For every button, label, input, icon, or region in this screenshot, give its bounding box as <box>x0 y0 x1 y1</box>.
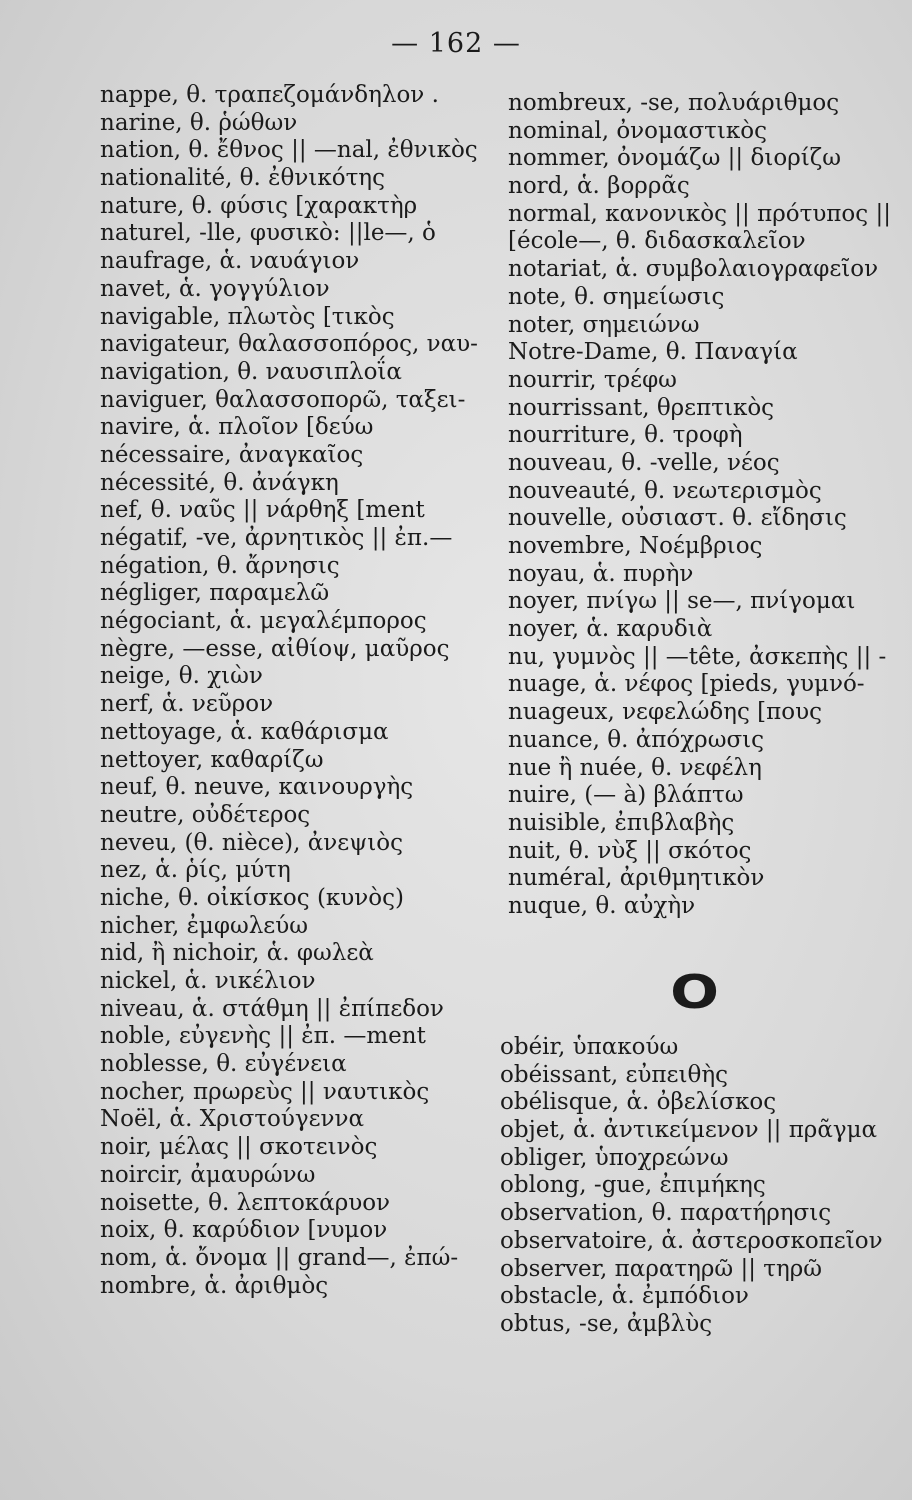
entry: nuit, θ. νὺξ || σκότος <box>508 837 752 864</box>
section-letter-heading: O <box>670 965 719 1019</box>
right-column <box>508 90 893 921</box>
right-column-o-section <box>500 1034 883 1339</box>
left-column <box>100 82 485 1300</box>
entry: objet, ἁ. ἀντικείμενον || πρᾶγμα <box>500 1117 878 1144</box>
entry: observation, θ. παρατήρησις <box>500 1200 832 1227</box>
entry: obéissant, εὐπειθὴς <box>500 1061 728 1088</box>
entry: observer, παρατηρῶ || τηρῶ <box>500 1255 823 1282</box>
entry: nommer, ὀνομάζω || διορίζω <box>508 145 841 172</box>
entry: neige, θ. χιὼν <box>100 663 263 690</box>
entry: nettoyage, ἁ. καθάρισμα <box>100 718 389 745</box>
entry: nuque, θ. αὐχὴν <box>508 892 696 919</box>
entry: nouveau, θ. -velle, νέος <box>508 449 780 476</box>
entry: neveu, (θ. nièce), ἀνεψιὸς <box>100 829 403 856</box>
entry: navigable, πλωτὸς [τικὸς <box>100 303 395 330</box>
entry: narine, θ. ῥώθων <box>100 109 298 136</box>
entry: nourrir, τρέφω <box>508 366 677 393</box>
entry: nappe, θ. τραπεζομάνδηλον . <box>100 82 439 108</box>
entry: neuf, θ. neuve, καινουργὴς <box>100 774 414 801</box>
entry: obtus, -se, ἀμβλὺς <box>500 1310 713 1337</box>
entry: noir, μέλας || σκοτεινὸς <box>100 1134 378 1161</box>
entry: navet, ἁ. γογγύλιον <box>100 275 330 302</box>
entry: oblong, -gue, ἐπιμήκης <box>500 1172 766 1199</box>
entry: obstacle, ἁ. ἐμπόδιον <box>500 1283 749 1310</box>
entry: nue ἢ nuée, θ. νεφέλη <box>508 754 762 781</box>
entry: niche, θ. οἰκίσκος (κυνὸς) <box>100 884 404 911</box>
entry: négociant, ἁ. μεγαλέμπορος <box>100 608 427 635</box>
entry: nef, θ. ναῦς || νάρθηξ [ment <box>100 497 425 524</box>
entry: naufrage, ἁ. ναυάγιον <box>100 248 360 275</box>
entry: nu, γυμνὸς || —tête, ἀσκεπὴς || - <box>508 643 887 670</box>
entry: obélisque, ἁ. ὀβελίσκος <box>500 1089 777 1116</box>
entry: naturel, -lle, φυσικὸ: ||le—, ὁ <box>100 220 436 247</box>
entry: nature, θ. φύσις [χαρακτὴρ <box>100 192 418 219</box>
entry: note, θ. σημείωσις <box>508 283 725 310</box>
entry: négation, θ. ἄρνησις <box>100 552 340 579</box>
entry: nuire, (— à) βλάπτω <box>508 782 744 809</box>
entry: navigateur, θαλασσοπόρος, ναυ- <box>100 331 478 358</box>
entry: nation, θ. ἔθνος || —nal, ἐθνικὸς <box>100 137 478 164</box>
entry: nouvelle, οὐσιαστ. θ. εἴδησις <box>508 505 847 532</box>
entry: obéir, ὑπακούω <box>500 1034 679 1060</box>
entry: [école—, θ. διδασκαλεῖον <box>508 228 806 255</box>
entry: nourrissant, θρεπτικὸς <box>508 394 775 421</box>
entry: nuisible, ἐπιβλαβὴς <box>508 809 735 836</box>
entry: niveau, ἁ. στάθμη || ἐπίπεδον <box>100 995 444 1022</box>
entry: noix, θ. καρύδιον [νυμον <box>100 1217 388 1244</box>
entry: nombre, ἁ. ἀριθμὸς <box>100 1272 329 1299</box>
entry: novembre, Νοέμβριος <box>508 533 763 559</box>
entry: noisette, θ. λεπτοκάρυον <box>100 1189 391 1216</box>
entry: normal, κανονικὸς || πρότυπος || <box>508 200 891 227</box>
entry: noyer, πνίγω || se—, πνίγομαι <box>508 588 856 615</box>
entry: nominal, ὀνομαστικὸς <box>508 117 768 144</box>
entry: observatoire, ἁ. ἀστεροσκοπεῖον <box>500 1227 883 1254</box>
entry: obliger, ὑποχρεώνω <box>500 1144 729 1171</box>
entry: navigation, θ. ναυσιπλοΐα <box>100 358 402 385</box>
entry: négliger, παραμελῶ <box>100 580 330 607</box>
entry: nuance, θ. ἀπόχρωσις <box>508 726 765 753</box>
entry: nocher, πρωρεὺς || ναυτικὸς <box>100 1078 430 1105</box>
entry: Noël, ἁ. Χριστούγεννα <box>100 1106 365 1133</box>
entry: noyer, ἁ. καρυδιὰ <box>508 616 713 643</box>
entry: nerf, ἁ. νεῦρον <box>100 691 274 718</box>
entry: nègre, —esse, αἰθίοψ, μαῦρος <box>100 635 450 662</box>
entry: nourriture, θ. τροφὴ <box>508 422 743 449</box>
entry: nom, ἁ. ὄνομα || grand—, ἐπώ- <box>100 1244 459 1271</box>
entry: nationalité, θ. ἐθνικότης <box>100 165 385 192</box>
entry: nécessaire, ἀναγκαῖος <box>100 441 364 468</box>
entry: nez, ἁ. ῥίς, μύτη <box>100 857 291 884</box>
entry: noter, σημειώνω <box>508 311 700 338</box>
entry: noircir, ἀμαυρώνω <box>100 1161 316 1188</box>
entry: naviguer, θαλασσοπορῶ, ταξει- <box>100 386 466 413</box>
entry: nécessité, θ. ἀνάγκη <box>100 469 339 496</box>
entry: nettoyer, καθαρίζω <box>100 746 324 773</box>
entry: navire, ἁ. πλοῖον [δεύω <box>100 414 374 441</box>
entry: noblesse, θ. εὐγένεια <box>100 1051 347 1078</box>
entry: noyau, ἁ. πυρὴν <box>508 560 694 587</box>
entry: nid, ἢ nichoir, ἁ. φωλεὰ <box>100 940 374 967</box>
entry: Notre-Dame, θ. Παναγία <box>508 339 798 366</box>
entry: neutre, οὐδέτερος <box>100 801 311 828</box>
entry: notariat, ἁ. συμβολαιογραφεῖον <box>508 256 879 283</box>
entry: négatif, -ve, ἀρνητικὸς || ἐπ.— <box>100 525 453 551</box>
entry: nickel, ἁ. νικέλιον <box>100 968 316 994</box>
entry: nord, ἁ. βορρᾶς <box>508 173 690 200</box>
entry: numéral, ἀριθμητικὸν <box>508 865 765 892</box>
entry: noble, εὐγενὴς || ἐπ. —ment <box>100 1023 426 1050</box>
entry: nuage, ἁ. νέφος [pieds, γυμνό- <box>508 671 865 698</box>
entry: nicher, ἐμφωλεύω <box>100 912 308 939</box>
entry: nuageux, νεφελώδης [πους <box>508 699 822 726</box>
entry: nombreux, -se, πολυάριθμος <box>508 90 840 116</box>
entry: nouveauté, θ. νεωτερισμὸς <box>508 477 822 504</box>
page-number: — 162 — <box>391 28 521 59</box>
